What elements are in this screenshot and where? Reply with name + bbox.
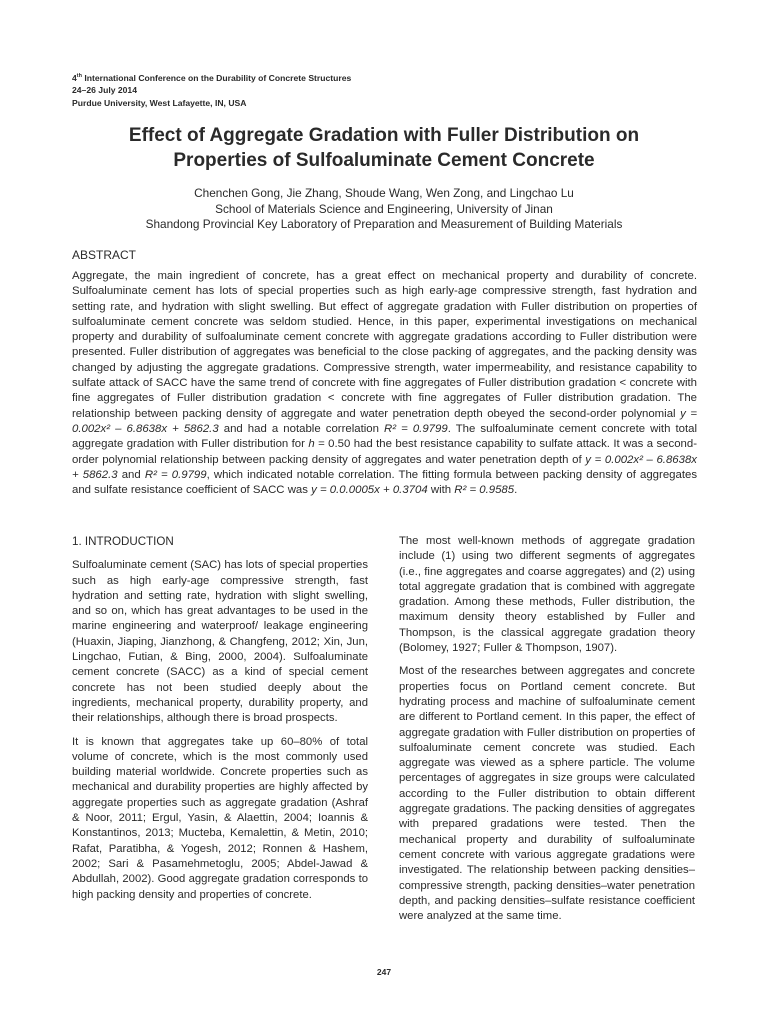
paragraph: Most of the researches between aggregates and concrete properties focus on Portland cement concrete. But hydrating process and machine of sulfoaluminate cement are different to Portland cement. In this paper, the effect of aggregate gradation with Fuller distribution on properties of sulfoaluminate cement concrete was studied. Each aggregate was viewed as a sphere particle. The volume percentages of aggregates in size groups were calculated according to the Fuller distribution to obtain different aggregate gradations. The packing densities of aggregates with prepared gradations were tested. Then the mechanical property and durability of sulfoaluminate cement concrete with various aggregate gradations were investigated. The relationship between packing densities–compressive strength, packing densities–water penetration depth, and packing densities–sulfate resistance coefficient were analyzed at the same time.	[399, 665, 695, 923]
abstract-text: Aggregate, the main ingredient of concrete, has a great effect on mechanical property and durability of concrete. Sulfoaluminate cement has lots of special properties such as high early-age compressive strength, fast hydration and setting rate, and hydration with slight swelling. But effect of aggregate gradation with Fuller distribution on properties of sulfoaluminate cement concrete was seldom studied. Hence, in this paper, experimental investigations on mechanical property and durability of sulfoaluminate cement concrete with aggregate gradations according to Fuller distribution were presented. Fuller distribution of aggregates was beneficial to the close packing of aggregates, and the packing density was changed by adjusting the aggregate gradations. Compressive strength, water impermeability, and resistance capability to sulfate attack of SACC have the same trend of concrete with fine aggregates of Fuller distribution gradation < concrete with fine aggregates of Fuller distribution gradation < concrete with fine aggregates of Fuller distribution gradation. The relationship between packing density of aggregate and water penetration depth obeyed the second-order polynomial y = 0.002x² – 6.8638x + 5862.3 and had a notable correlation R² = 0.9799. The sulfoaluminate cement concrete with total aggregate gradation with Fuller distribution for h = 0.50 had the best resistance capability to sulfate attack. It was a second-order polynomial relationship between packing density of aggregates and water penetration depth of y = 0.002x² – 6.8638x + 5862.3 and R² = 0.9799, which indicated notable correlation. The fitting formula between packing density of aggregates and sulfate resistance coefficient of SACC was y = 0.0.0005x + 0.3704 with R² = 0.9585.	[72, 270, 698, 497]
author-names: Chenchen Gong, Jie Zhang, Shoude Wang, Wen Zong, and Lingchao Lu	[194, 186, 574, 200]
section-heading-introduction: 1. INTRODUCTION	[72, 535, 174, 548]
abstract-heading: ABSTRACT	[72, 248, 137, 262]
paragraph: The most well-known methods of aggregate gradation include (1) using two different segments of aggregates (i.e., fine aggregates and coarse aggregates) and (2) using total aggregate gradation that is combined with aggregate gradation. Among these methods, Fuller distribution, the maximum density theory established by Fuller and Thompson, is the classical aggregate gradation theory (Bolomey, 1927; Fuller & Thompson, 1907).	[399, 535, 695, 655]
page-number: 247	[376, 967, 392, 977]
paragraph: Sulfoaluminate cement (SAC) has lots of special properties such as high early-age compressive strength, fast hydration and setting rate, hydration with slight swelling, and so on, which has great advantages to be used in the marine engineering and waterproof/ leakage engineering (Huaxin, Jiaping, Jianzhong, & Changfeng, 2012; Xin, Jun, Lingchao, Futian, & Bing, 2000, 2004). Sulfoaluminate cement concrete (SACC) as a kind of special cement concrete has not been studied deeply about the ingredients, mechanical property, durability property, and their relationships, although there is broad prospects.	[72, 559, 368, 725]
conference-dates: 24–26 July 2014	[72, 85, 137, 96]
affiliation: School of Materials Science and Engineering, University of Jinan	[215, 201, 553, 216]
left-column	[72, 532, 368, 911]
conference-name: 4th International Conference on the Durability of Concrete Structures	[72, 73, 352, 83]
paragraph: It is known that aggregates take up 60–80% of total volume of concrete, which is the most commonly used building material worldwide. Concrete properties such as mechanical and durability properties are highly affected by aggregate properties such as aggregate gradation (Ashraf & Noor, 2011; Ergul, Yasin, & Alaettin, 2004; Ioannis & Konstantinos, 2013; Mucteba, Kemalettin, & Metin, 2010; Rafat, Paratibha, & Yogesh, 2012; Ronnen & Hashem, 2002; Sari & Pasamehmetoglu, 2005; Abdel-Jawad & Abdullah, 2002). Good aggregate gradation corresponds to high packing density and properties of concrete.	[72, 735, 368, 901]
paper-title: Effect of Aggregate Gradation with Fuller Distribution on Properties of Sulfoaluminate Cement Concrete	[128, 125, 640, 171]
author-block	[40, 186, 728, 233]
conference-venue: Purdue University, West Lafayette, IN, USA	[72, 97, 247, 108]
conference-header	[72, 72, 351, 109]
affiliation: Shandong Provincial Key Laboratory of Preparation and Measurement of Building Materials	[145, 217, 623, 231]
right-column	[399, 534, 695, 932]
